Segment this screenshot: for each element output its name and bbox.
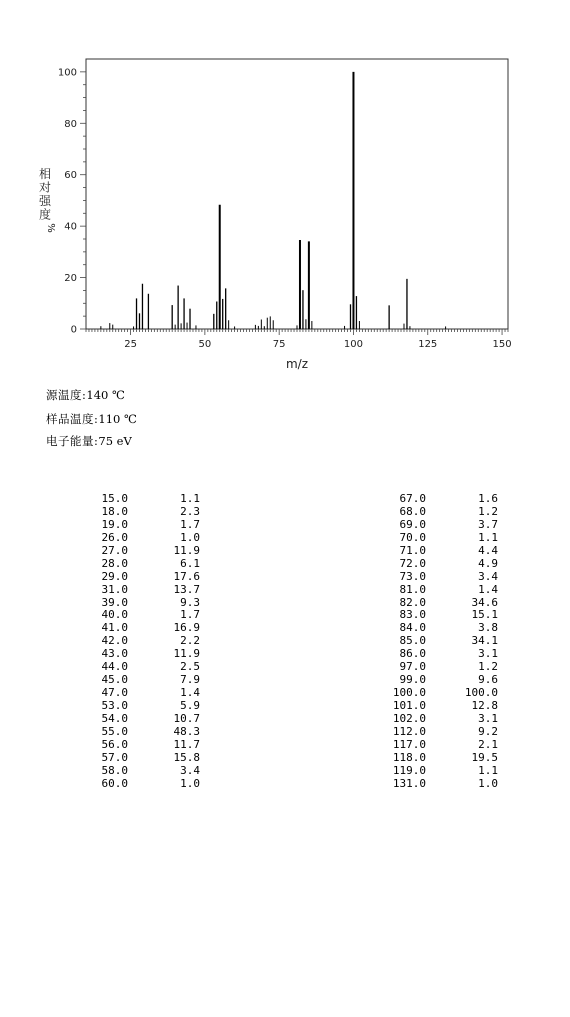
- peak-intensity: 1.4: [180, 686, 200, 700]
- y-tick-label: 80: [64, 118, 77, 130]
- peak-mz: 118.0: [392, 750, 426, 764]
- peak-intensity: 3.1: [478, 647, 498, 661]
- peak-mz: 82.0: [399, 595, 426, 609]
- peak-table-row: [0, 635, 560, 648]
- peak-mz: 26.0: [101, 530, 128, 544]
- peak-mz: 99.0: [399, 673, 426, 687]
- peak-mz: 27.0: [101, 543, 128, 557]
- peak-intensity: 34.1: [471, 634, 498, 648]
- peak-intensity: 3.8: [478, 621, 498, 635]
- peak-intensity: 2.3: [180, 504, 200, 518]
- peak-intensity: 11.9: [173, 543, 200, 557]
- peak-table-row: [0, 493, 560, 506]
- electron-energy-label: 电子能量:: [46, 434, 99, 448]
- peak-intensity: 100.0: [464, 686, 498, 700]
- peak-intensity: 1.4: [478, 582, 498, 596]
- peak-intensity: 3.7: [478, 517, 498, 531]
- peak-intensity: 4.9: [478, 556, 498, 570]
- x-tick-label: 150: [492, 339, 512, 350]
- peak-mz: 40.0: [101, 608, 128, 622]
- peak-intensity: 1.7: [180, 517, 200, 531]
- x-tick-label: 25: [124, 339, 137, 350]
- peak-intensity: 3.4: [478, 569, 498, 583]
- y-tick-label: 0: [70, 324, 77, 336]
- peak-mz: 83.0: [399, 608, 426, 622]
- peak-mz: 101.0: [392, 699, 426, 712]
- peak-intensity: 7.9: [180, 673, 200, 687]
- peak-table-row: [0, 545, 560, 558]
- peak-table-row: [0, 713, 560, 726]
- peak-mz: 18.0: [101, 504, 128, 518]
- peak-table-row: [0, 558, 560, 571]
- peak-mz: 58.0: [101, 763, 128, 777]
- chart-axes: [80, 59, 508, 335]
- peak-mz: 85.0: [399, 634, 426, 648]
- peak-intensity: 2.1: [478, 737, 498, 751]
- peak-intensity: 11.9: [173, 647, 200, 661]
- peak-intensity: 5.9: [180, 699, 200, 712]
- peak-mz: 71.0: [399, 543, 426, 557]
- peak-mz: 42.0: [101, 634, 128, 648]
- y-axis-unit: %: [45, 223, 56, 233]
- peak-intensity: 1.2: [478, 504, 498, 518]
- source-temperature: [46, 388, 125, 402]
- mass-spectrum-chart: [0, 0, 570, 380]
- peak-mz: 100.0: [392, 686, 426, 700]
- y-tick-label: 60: [64, 170, 77, 182]
- peak-table-row: [0, 661, 560, 674]
- peak-intensity: 48.3: [173, 724, 200, 738]
- peak-intensity: 15.1: [471, 608, 498, 622]
- peak-table-row: [0, 519, 560, 532]
- peak-intensity: 1.0: [478, 776, 498, 790]
- source-temperature-value: 140 ℃: [86, 388, 125, 402]
- x-tick-label: 75: [272, 339, 286, 350]
- peak-mz: 67.0: [399, 492, 426, 505]
- sample-temperature-value: 110 ℃: [98, 412, 137, 426]
- peak-mz: 81.0: [399, 582, 426, 596]
- peak-intensity: 19.5: [471, 750, 498, 764]
- peak-intensity: 13.7: [173, 582, 200, 596]
- peak-mz: 41.0: [101, 621, 128, 635]
- peak-table-row: [0, 726, 560, 739]
- peak-mz: 57.0: [101, 750, 128, 764]
- sample-temperature: [46, 412, 137, 426]
- peak-table-row: [0, 571, 560, 584]
- peak-mz: 86.0: [399, 647, 426, 661]
- peak-intensity: 1.0: [180, 530, 200, 544]
- peak-mz: 72.0: [399, 556, 426, 570]
- peak-intensity: 1.1: [478, 530, 498, 544]
- peak-intensity: 2.5: [180, 660, 200, 674]
- peak-intensity: 9.6: [478, 673, 498, 687]
- peak-mz: 69.0: [399, 517, 426, 531]
- peak-table-row: [0, 609, 560, 622]
- peak-intensity: 3.1: [478, 711, 498, 725]
- electron-energy-value: 75 eV: [98, 434, 132, 448]
- peak-mz: 45.0: [101, 673, 128, 687]
- peak-mz: 112.0: [392, 724, 426, 738]
- peak-intensity: 17.6: [173, 569, 200, 583]
- peak-mz: 131.0: [392, 776, 426, 790]
- peak-mz: 117.0: [392, 737, 426, 751]
- spectrum-peaks: [101, 72, 446, 329]
- peak-mz: 28.0: [101, 556, 128, 570]
- y-tick-label: 20: [64, 273, 77, 285]
- peak-mz: 60.0: [101, 776, 128, 790]
- peak-intensity: 1.1: [180, 492, 200, 505]
- x-axis-label: m/z: [285, 357, 309, 371]
- y-axis-label-char: 度: [38, 207, 52, 222]
- y-axis-label-char: 相: [38, 167, 52, 181]
- y-axis-label-char: 强: [38, 194, 52, 208]
- x-tick-label: 125: [418, 339, 438, 350]
- peak-table-row: [0, 765, 560, 778]
- peak-mz: 31.0: [101, 582, 128, 596]
- sample-temperature-label: 样品温度:: [46, 412, 99, 426]
- peak-intensity: 34.6: [471, 595, 498, 609]
- x-tick-label: 50: [198, 339, 212, 350]
- y-axis-label-char: 对: [38, 180, 52, 195]
- peak-mz: 56.0: [101, 737, 128, 751]
- peak-mz: 84.0: [399, 621, 426, 635]
- peak-table-row: [0, 584, 560, 597]
- peak-mz: 119.0: [392, 763, 426, 777]
- peak-mz: 70.0: [399, 530, 426, 544]
- peak-mz: 44.0: [101, 660, 128, 674]
- x-tick-label: 100: [343, 339, 364, 350]
- y-tick-label: 40: [64, 221, 77, 233]
- peak-table-row: [0, 739, 560, 752]
- peak-intensity: 16.9: [173, 621, 200, 635]
- peak-intensity: 4.4: [478, 543, 498, 557]
- peak-mz: 54.0: [101, 711, 128, 725]
- peak-intensity: 2.2: [180, 634, 200, 648]
- peak-table-right: [0, 493, 560, 791]
- peak-intensity: 9.2: [478, 724, 498, 738]
- peak-table-row: [0, 752, 560, 765]
- peak-table-row: [0, 532, 560, 545]
- peak-mz: 53.0: [101, 699, 128, 712]
- peak-intensity: 1.7: [180, 608, 200, 622]
- peak-intensity: 1.0: [180, 776, 200, 790]
- peak-table-row: [0, 700, 560, 713]
- peak-table-row: [0, 506, 560, 519]
- peak-intensity: 3.4: [180, 763, 200, 777]
- peak-mz: 29.0: [101, 569, 128, 583]
- peak-intensity: 9.3: [180, 595, 200, 609]
- peak-intensity: 1.6: [478, 492, 498, 505]
- peak-intensity: 1.1: [478, 763, 498, 777]
- plot-frame: [86, 59, 508, 329]
- peak-mz: 47.0: [101, 686, 128, 700]
- peak-mz: 73.0: [399, 569, 426, 583]
- peak-mz: 68.0: [399, 504, 426, 518]
- peak-intensity: 6.1: [180, 556, 200, 570]
- peak-mz: 39.0: [101, 595, 128, 609]
- peak-mz: 102.0: [392, 711, 426, 725]
- peak-table-row: [0, 648, 560, 661]
- peak-mz: 55.0: [101, 724, 128, 738]
- peak-table-row: [0, 778, 560, 791]
- peak-intensity: 12.8: [471, 699, 498, 712]
- peak-intensity: 1.2: [478, 660, 498, 674]
- peak-intensity: 15.8: [173, 750, 200, 764]
- peak-mz: 15.0: [101, 492, 128, 505]
- y-tick-label: 100: [57, 67, 77, 79]
- peak-intensity: 10.7: [173, 711, 200, 725]
- peak-mz: 43.0: [101, 647, 128, 661]
- source-temperature-label: 源温度:: [46, 388, 87, 402]
- peak-intensity: 11.7: [173, 737, 200, 751]
- peak-mz: 19.0: [101, 517, 128, 531]
- peak-mz: 97.0: [399, 660, 426, 674]
- electron-energy: [46, 434, 132, 448]
